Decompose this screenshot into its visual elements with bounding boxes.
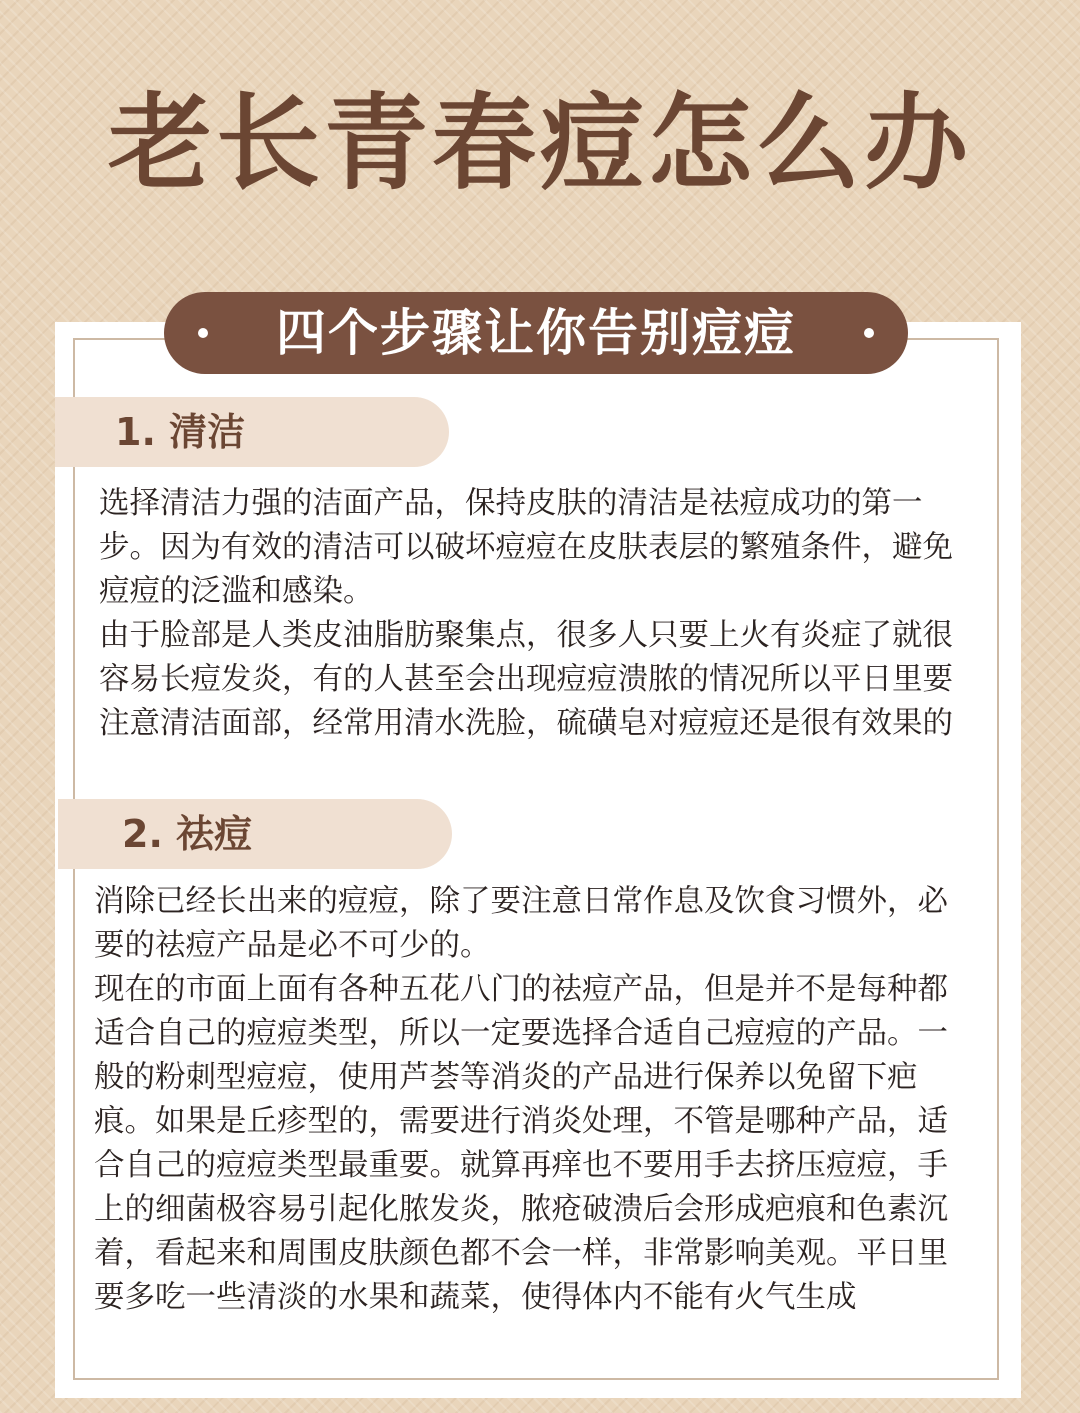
steps-banner bbox=[164, 292, 908, 374]
banner-title: 四个步骤让你告别痘痘 bbox=[276, 304, 796, 362]
section-heading-cleansing: 1. 清洁 bbox=[55, 397, 449, 467]
section-body-cleansing bbox=[99, 482, 959, 746]
paragraph: 现在的市面上面有各种五花八门的祛痘产品，但是并不是每种都适合自己的痘痘类型，所以一定要选择合适自己痘痘的产品。一般的粉刺型痘痘，使用芦荟等消炎的产品进行保养以免留下疤痕。如果是丘疹型的，需要进行消炎处理，不管是哪种产品，适合自己的痘痘类型最重要。就算再痒也不要用手去挤压痘痘，手上的细菌极容易引起化脓发炎，脓疮破溃后会形成疤痕和色素沉着，看起来和周围皮肤颜色都不会一样，非常影响美观。平日里要多吃一些清淡的水果和蔬菜，使得体内不能有火气生成 bbox=[94, 972, 948, 1315]
paragraph: 由于脸部是人类皮油脂肪聚集点，很多人只要上火有炎症了就很容易长痘发炎，有的人甚至会出现痘痘溃脓的情况所以平日里要注意清洁面部，经常用清水洗脸，硫磺皂对痘痘还是很有效果的 bbox=[99, 618, 953, 741]
section-heading-acne-removal: 2. 祛痘 bbox=[58, 799, 452, 869]
bullet-dot-icon bbox=[864, 328, 874, 338]
bullet-dot-icon bbox=[198, 328, 208, 338]
paragraph: 选择清洁力强的洁面产品，保持皮肤的清洁是祛痘成功的第一步。因为有效的清洁可以破坏痘痘在皮肤表层的繁殖条件，避免痘痘的泛滥和感染。 bbox=[99, 486, 953, 609]
section-body-acne-removal bbox=[94, 880, 954, 1320]
paragraph: 消除已经长出来的痘痘，除了要注意日常作息及饮食习惯外，必要的祛痘产品是必不可少的。 bbox=[94, 884, 948, 963]
page-title: 老长青春痘怎么办 bbox=[107, 82, 972, 204]
